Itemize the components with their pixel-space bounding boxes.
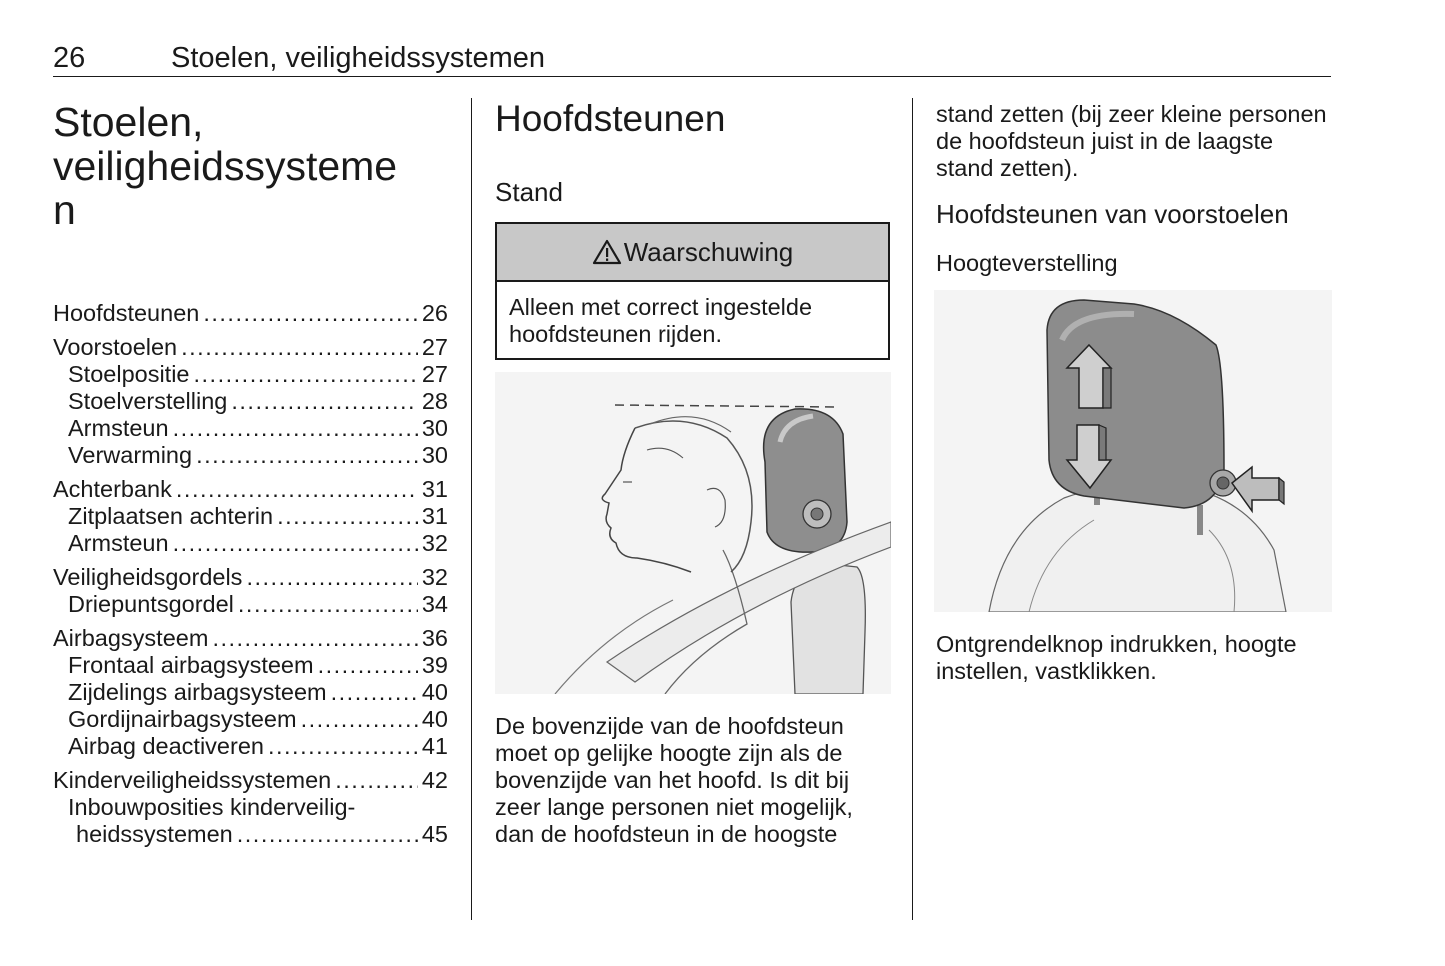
toc-entry-page: 31	[421, 503, 448, 529]
page-header	[53, 40, 1331, 77]
toc-entry-label: Voorstoelen	[53, 334, 178, 360]
toc-entry[interactable]	[53, 361, 448, 388]
toc-entry-label: Veiligheidsgordels	[53, 564, 243, 590]
toc-entry[interactable]	[53, 767, 448, 794]
toc-entry-page: 36	[421, 625, 448, 651]
toc-leader-dots	[268, 733, 418, 760]
toc-leader-dots	[212, 625, 417, 652]
toc-leader-dots	[237, 821, 418, 848]
toc-entry-page: 32	[421, 564, 448, 590]
toc-entry[interactable]	[53, 679, 448, 706]
toc-entry[interactable]	[53, 733, 448, 760]
toc-entry-label: heidssystemen	[76, 821, 233, 847]
toc-entry-page: 39	[421, 652, 448, 678]
section-title: Hoofdsteunen	[495, 98, 726, 139]
toc-entry[interactable]	[53, 388, 448, 415]
warning-heading: Waarschuwing	[623, 236, 794, 267]
toc-leader-dots	[331, 679, 418, 706]
toc-entry-page: 40	[421, 679, 448, 705]
headrest-adjustment-illustration	[934, 290, 1332, 612]
toc-leader-dots	[231, 388, 418, 415]
toc-entry[interactable]	[53, 706, 448, 733]
toc-entry[interactable]	[53, 652, 448, 679]
column-divider	[912, 98, 913, 920]
toc-entry[interactable]	[53, 794, 448, 848]
toc-entry-label: Stoelpositie	[68, 361, 190, 387]
toc-entry-label: Hoofdsteunen	[53, 300, 200, 326]
toc-entry-label: Verwarming	[68, 442, 193, 468]
toc-entry-page: 34	[421, 591, 448, 617]
warning-triangle-icon	[592, 239, 622, 265]
toc-entry[interactable]	[53, 503, 448, 530]
toc-entry[interactable]	[53, 564, 448, 591]
toc-entry-label: Airbagsysteem	[53, 625, 209, 651]
toc-entry-label: Stoelverstelling	[68, 388, 228, 414]
toc-entry[interactable]	[53, 530, 448, 557]
toc-leader-dots	[176, 476, 418, 503]
toc-entry-label: Kinderveiligheidssystemen	[53, 767, 332, 793]
toc-entry-label: Achterbank	[53, 476, 172, 502]
height-adjustment-title: Hoogteverstelling	[936, 250, 1118, 276]
toc-entry-label: Zitplaatsen achterin	[68, 503, 274, 529]
warning-header	[497, 224, 888, 282]
toc-entry[interactable]	[53, 476, 448, 503]
toc-entry-page: 27	[421, 334, 448, 360]
toc-leader-dots	[173, 415, 418, 442]
toc-entry-label: Driepuntsgordel	[68, 591, 234, 617]
toc-entry-page: 31	[421, 476, 448, 502]
chapter-title: Stoelen, veiligheidssysteme n	[53, 99, 398, 233]
toc-entry-page: 42	[421, 767, 448, 793]
toc-entry-page: 32	[421, 530, 448, 556]
toc-leader-dots	[301, 706, 418, 733]
toc-entry-page: 30	[421, 442, 448, 468]
toc-entry[interactable]	[53, 300, 448, 327]
toc-entry-page: 40	[421, 706, 448, 732]
toc-leader-dots	[173, 530, 418, 557]
warning-text: Alleen met correct ingestelde hoofdsteunen rijden.	[509, 294, 813, 347]
paragraph-headrest-height: De bovenzijde van de hoofdsteun moet op gelijke hoogte zijn als de bovenzijde van het hoofd. Is dit bij zeer lange personen niet mogelijk, dan de hoofdsteun in de hoogste	[495, 713, 853, 847]
figure-caption: Ontgrendelknop indrukken, hoogte instellen, vastklikken.	[936, 631, 1297, 684]
toc-entry-label: Zijdelings airbagsysteem	[68, 679, 327, 705]
front-seat-headrests-title: Hoofdsteunen van voorstoelen	[936, 199, 1289, 229]
toc-leader-dots	[246, 564, 417, 591]
toc-entry-page: 30	[421, 415, 448, 441]
subsection-title: Stand	[495, 177, 563, 207]
toc-entry[interactable]	[53, 442, 448, 469]
toc-entry[interactable]	[53, 625, 448, 652]
toc-entry-page: 45	[421, 821, 448, 847]
page-number: 26	[53, 42, 86, 74]
toc-entry-page: 26	[421, 300, 448, 326]
toc-entry-label: Armsteun	[68, 530, 169, 556]
toc-entry[interactable]	[53, 415, 448, 442]
toc-entry-label: Armsteun	[68, 415, 169, 441]
toc-leader-dots	[194, 361, 418, 388]
toc-entry-page: 28	[421, 388, 448, 414]
toc-leader-dots	[203, 300, 418, 327]
toc-leader-dots	[181, 334, 418, 361]
toc-entry-page: 41	[421, 733, 448, 759]
paragraph-continued: stand zetten (bij zeer kleine personen de hoofdsteun juist in de laagste stand zetten).	[936, 101, 1327, 181]
toc-leader-dots	[277, 503, 418, 530]
toc-leader-dots	[238, 591, 418, 618]
toc-entry-label: Inbouwposities kinderveilig-	[68, 794, 356, 820]
toc-entry[interactable]	[53, 591, 448, 618]
toc-leader-dots	[335, 767, 418, 794]
toc-entry-label: Airbag deactiveren	[68, 733, 264, 759]
column-divider	[471, 98, 472, 920]
toc-entry-page: 27	[421, 361, 448, 387]
toc-entry-label: Gordijnairbagsysteem	[68, 706, 297, 732]
toc-leader-dots	[318, 652, 418, 679]
running-title: Stoelen, veiligheidssystemen	[171, 42, 545, 74]
toc-leader-dots	[196, 442, 418, 469]
warning-box	[495, 222, 890, 360]
toc-entry[interactable]	[53, 334, 448, 361]
driver-headrest-height-illustration	[495, 372, 891, 694]
table-of-contents	[53, 300, 448, 848]
toc-entry-label: Frontaal airbagsysteem	[68, 652, 314, 678]
